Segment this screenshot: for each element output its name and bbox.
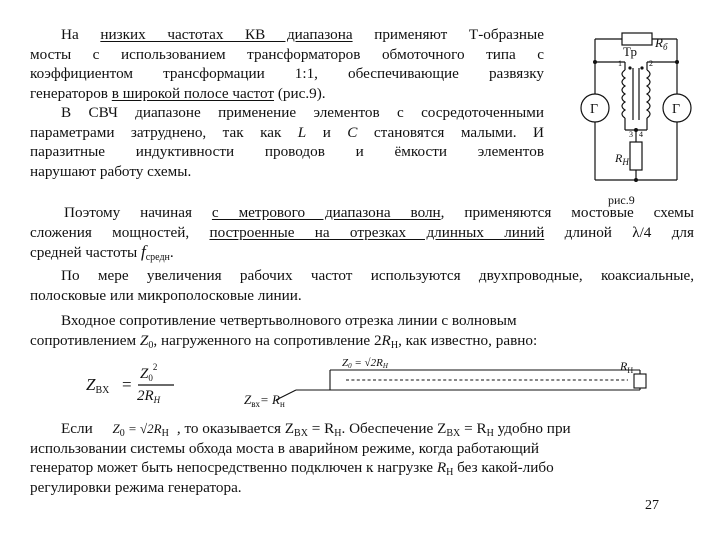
load-resistor-icon [634,374,646,388]
paragraph-6-line-3: генератор может быть непосредственно подключен к нагрузке $R_Н$ без какой-либо [30,459,554,479]
paragraph-6-line-1: Если $Z_0 = √2R_H$ , то оказывается $Z_{BX} = R_H$. Обеспечение $Z_{BX} = R_H$ удобно при [61,420,571,439]
input-impedance-formula [82,360,192,406]
paragraph-2-line-4: нарушают работу схемы. [30,162,192,180]
line-impedance-label: Z0 = √2RH [342,357,388,370]
transformer-label: Тр [623,44,637,59]
paragraph-1-line-4: генераторов в широкой полосе частот (рис.9). [30,84,326,102]
paragraph-5-line-2: сопротивлением $Z_0$, нагруженного на сопротивление $2R_Н$, как известно, равно: [30,331,538,351]
svg-text:=: = [122,375,132,394]
terminal-4-label: 4 [639,130,643,139]
underlined-phrase: в широкой полосе частот [111,84,275,102]
paragraph-2-line-1: В СВЧ диапазоне применение элементов с сосредоточенными [61,104,544,121]
paragraph-3 [30,203,694,263]
balance-resistor-label: $R_б$ [655,35,668,52]
terminal-2-label: 2 [649,59,653,68]
paragraph-4 [30,266,694,305]
paragraph-1 [30,25,544,103]
generator-left-label: Г [590,102,599,117]
page-number: 27 [645,498,659,513]
terminal-3-label: 3 [629,130,633,139]
paragraph-3-line-2: сложения мощностей, построенные на отрезках длинных линий длиной λ/4 для [30,223,694,241]
paragraph-1-line-3: коэффициентом трансформации 1:1, обеспечивающие развязку [30,65,544,83]
paragraph-3-line-1: Поэтому начиная с метрового диапазона волн, применяются мостовые схемы [64,204,694,221]
paragraph-5-line-1: Входное сопротивление четвертьволнового отрезка линии с волновым [61,312,517,329]
load-resistor-icon [630,142,642,170]
input-impedance-label: $Z_{вх}= R_н$ [244,392,285,409]
figure-9-bridge-circuit [565,22,705,212]
paragraph-3-line-3: средней частоты $f_{средн}$. [30,242,174,264]
svg-text:ZBX: ZBX [86,375,110,396]
terminal-1-label: 1 [618,59,622,68]
svg-text:2RH: $2R_H$ [137,388,161,405]
quarter-wave-line-diagram [236,350,686,412]
paragraph-5 [30,311,694,350]
transformer-coil-right-icon [647,70,650,118]
paragraph-6 [30,419,694,497]
paragraph-1-line-1: На низких частотах КВ диапазона применяют Т-образные [61,26,544,43]
load-resistor-label: $R_Н$ [615,151,629,167]
underlined-phrase: с метрового диапазона волн [211,204,441,221]
paragraph-2-line-3: паразитные индуктивности проводов и ёмкости элементов [30,143,544,161]
paragraph-1-line-2: мосты с использованием трансформаторов обмоточного типа с [30,45,544,63]
paragraph-2 [30,103,544,181]
paragraph-6-line-2: использовании системы обхода моста в аварийном режиме, когда работающий [30,439,540,457]
figure-caption: рис.9 [608,193,635,207]
inline-formula-z0: $Z_0 = √2R_H$ [112,421,169,439]
generator-right-label: Г [672,102,681,117]
load-label: $R_Н$ [620,359,634,375]
paragraph-6-line-4: регулировки режима генератора. [30,478,242,496]
paragraph-2-line-2: параметрами затруднено, так как L и C становятся малыми. И [30,123,544,141]
underlined-phrase: низких частотах КВ диапазона [100,26,353,43]
transformer-coil-left-icon [622,70,625,118]
paragraph-4-line-1: По мере увеличения рабочих частот используются двухпроводные, коаксиальные, [61,267,694,284]
svg-text:Z02: $Z_0^2$ [140,362,158,383]
underlined-phrase: построенные на отрезках длинных линий [209,223,545,241]
paragraph-4-line-2: полосковые или микрополосковые линии. [30,286,302,304]
